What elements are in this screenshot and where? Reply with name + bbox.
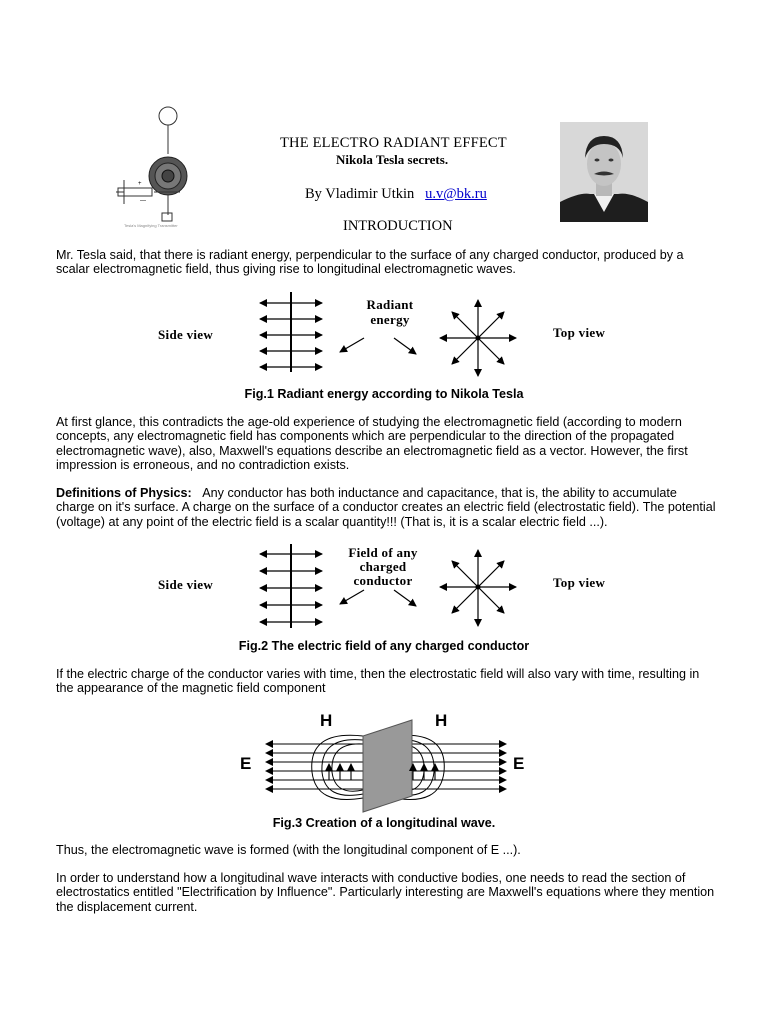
fig3-e-left-label: E [240, 754, 252, 773]
svg-text:—: — [140, 198, 146, 204]
fig3-h-left-label: H [320, 711, 333, 730]
definitions-heading: Definitions of Physics: [56, 486, 192, 500]
paragraph-definitions-of-physics [56, 486, 716, 529]
document-title: THE ELECTRO RADIANT EFFECT [280, 135, 507, 151]
svg-text:+: + [138, 181, 142, 187]
paragraph-electrification-by-influence: In order to understand how a longitudinal wave interacts with conductive bodies, one needs to read the section of electrostatics entitled "Electrification by Influence". Particularly interesting are Maxwell's equations where they mention the displacement current. [56, 871, 715, 914]
tesla-apparatus-illustration [110, 100, 200, 230]
fig1-center-line1: Radiant [366, 297, 414, 312]
fig1-side-view-label: Side view [158, 327, 214, 342]
document-subtitle: Nikola Tesla secrets. [336, 152, 449, 167]
definitions-text: Any conductor has both inductance and capacitance, that is, the ability to accumulate charge on it's surface. A charge on the surface of a conductor creates an electric field (electrostatic field). The potential (voltage) at any point of the electric field is a scalar quantity!!! (That is, it is a scalar electric field ...). [56, 486, 716, 529]
fig3-longitudinal-wave-diagram [230, 706, 540, 818]
fig2-center-line3: conductor [353, 573, 413, 588]
fig1-radiant-energy-diagram [0, 288, 768, 378]
fig1-top-view-label: Top view [553, 325, 606, 340]
fig2-side-view-label: Side view [158, 577, 214, 592]
author-name: By Vladimir Utkin [305, 186, 415, 202]
paragraph-charge-varies: If the electric charge of the conductor varies with time, then the electrostatic field will also vary with time, resulting in the appearance of the magnetic field component [56, 667, 700, 696]
author-byline [305, 186, 487, 203]
fig3-e-right-label: E [513, 754, 525, 773]
fig3-h-right-label: H [435, 711, 448, 730]
section-heading: INTRODUCTION [343, 218, 453, 234]
paragraph-radiant-energy: Mr. Tesla said, that there is radiant energy, perpendicular to the surface of any charged conductor, produced by a scalar electromagnetic field, thus giving rise to longitudinal electromagnetic waves. [56, 248, 684, 277]
fig3-caption: Fig.3 Creation of a longitudinal wave. [272, 816, 496, 830]
nikola-tesla-portrait [560, 122, 648, 222]
fig2-center-line2: charged [359, 559, 407, 574]
fig2-top-view-label: Top view [553, 575, 606, 590]
paragraph-wave-formed: Thus, the electromagnetic wave is formed (with the longitudinal component of E ...). [56, 843, 521, 857]
fig1-center-line2: energy [370, 312, 410, 327]
author-email-link[interactable]: u.v@bk.ru [425, 186, 487, 202]
fig2-center-line1: Field of any [348, 545, 418, 560]
fig2-caption: Fig.2 The electric field of any charged conductor [238, 639, 530, 653]
fig2-electric-field-diagram [0, 540, 768, 632]
paragraph-first-glance: At first glance, this contradicts the age-old experience of studying the electromagnetic field (according to modern concepts, any electromagnetic field has components which are perpendicular to the direction of the propagated electromagnetic wave), also, Maxwell's equations describe an electromagnetic field as a vector. However, the first impression is erroneous, and no contradiction exists. [56, 415, 688, 472]
svg-text:Tesla's Magnifying Transmitter: Tesla's Magnifying Transmitter [124, 223, 178, 228]
fig1-caption: Fig.1 Radiant energy according to Nikola Tesla [244, 387, 524, 401]
